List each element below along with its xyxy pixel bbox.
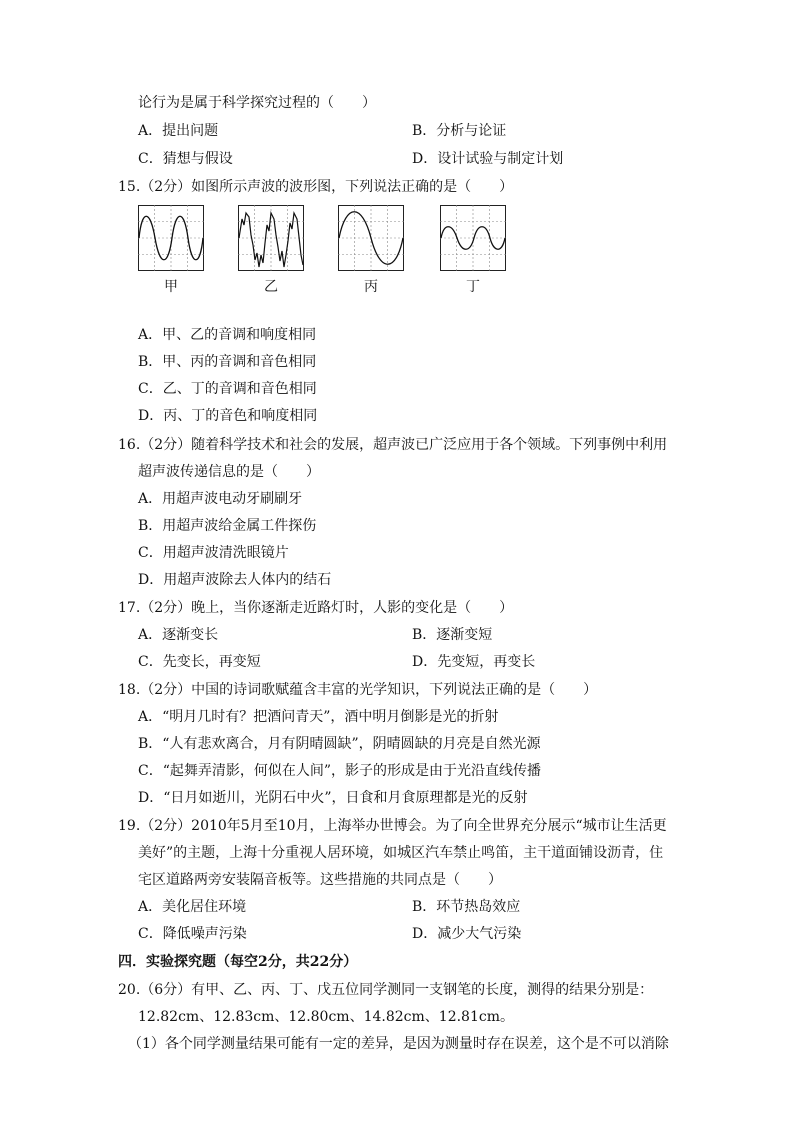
q16-option-b[interactable]: B．用超声波给金属工件探伤	[138, 518, 317, 534]
waveform-ding	[440, 205, 506, 271]
q14-stem-tail: 论行为是属于科学探究过程的（ ）	[138, 95, 376, 111]
waveform-label-jia: 甲	[164, 279, 178, 295]
q15-option-d[interactable]: D．丙、丁的音色和响度相同	[138, 408, 318, 424]
q18-option-d[interactable]: D．“日月如逝川，光阴石中火”，日食和月食原理都是光的反射	[138, 790, 528, 806]
q19-option-b[interactable]: B．环节热岛效应	[412, 899, 521, 915]
q19-stem-line2: 美好”的主题，上海十分重视人居环境，如城区汽车禁止鸣笛，主干道面铺设沥青，住	[138, 845, 664, 861]
q16-option-a[interactable]: A．用超声波电动牙刷刷牙	[138, 491, 303, 507]
section-heading: 四．实验探究题（每空2分，共22分）	[118, 954, 358, 970]
q14-option-b[interactable]: B．分析与论证	[412, 123, 507, 139]
q14-option-a[interactable]: A．提出问题	[138, 123, 219, 139]
waveform-label-ding: 丁	[466, 279, 480, 295]
q18-stem: 18.（2分）中国的诗词歌赋蕴含丰富的光学知识，下列说法正确的是（ ）	[118, 682, 598, 698]
q19-stem-line1: 19.（2分）2010年5月至10月，上海举办世博会。为了向全世界充分展示“城市让生活更	[118, 818, 667, 834]
q16-stem-line2: 超声波传递信息的是（ ）	[138, 464, 320, 480]
q18-option-c[interactable]: C．“起舞弄清影，何似在人间”，影子的形成是由于光沿直线传播	[138, 763, 542, 779]
waveform-jia	[138, 205, 204, 271]
q17-option-b[interactable]: B．逐渐变短	[412, 627, 493, 643]
q20-sub1: （1）各个同学测量结果可能有一定的差异，是因为测量时存在误差，这个是不可以消除	[128, 1036, 669, 1052]
q18-option-b[interactable]: B．“人有悲欢离合，月有阴晴圆缺”，阴晴圆缺的月亮是自然光源	[138, 736, 541, 752]
waveform-yi	[238, 205, 304, 271]
q19-option-d[interactable]: D．减少大气污染	[412, 926, 522, 942]
q19-option-c[interactable]: C．降低噪声污染	[138, 926, 247, 942]
q16-option-d[interactable]: D．用超声波除去人体内的结石	[138, 572, 332, 588]
q15-option-c[interactable]: C．乙、丁的音调和音色相同	[138, 381, 317, 397]
q17-option-c[interactable]: C．先变长，再变短	[138, 654, 261, 670]
waveform-bing	[338, 205, 404, 271]
q19-stem-line3: 宅区道路两旁安装隔音板等。这些措施的共同点是（ ）	[138, 872, 502, 888]
q15-option-a[interactable]: A．甲、乙的音调和响度相同	[138, 327, 317, 343]
q20-stem-line1: 20.（6分）有甲、乙、丙、丁、戊五位同学测同一支钢笔的长度，测得的结果分别是：	[118, 982, 654, 998]
q19-option-a[interactable]: A．美化居住环境	[138, 899, 247, 915]
q20-stem-line2: 12.82cm、12.83cm、12.80cm、14.82cm、12.81cm。	[138, 1009, 514, 1025]
waveform-label-yi: 乙	[264, 279, 278, 295]
q15-stem: 15.（2分）如图所示声波的波形图，下列说法正确的是（ ）	[118, 179, 514, 195]
q16-stem-line1: 16.（2分）随着科学技术和社会的发展，超声波已广泛应用于各个领域。下列事例中利用	[118, 437, 668, 453]
q18-option-a[interactable]: A．“明月几时有？把酒问青天”，酒中明月倒影是光的折射	[138, 709, 499, 725]
q16-option-c[interactable]: C．用超声波清洗眼镜片	[138, 545, 289, 561]
q17-stem: 17.（2分）晚上，当你逐渐走近路灯时，人影的变化是（ ）	[118, 600, 514, 616]
q14-option-c[interactable]: C．猜想与假设	[138, 151, 233, 167]
waveform-label-bing: 丙	[364, 279, 378, 295]
q14-option-d[interactable]: D．设计试验与制定计划	[412, 151, 564, 167]
q17-option-d[interactable]: D．先变短，再变长	[412, 654, 536, 670]
q15-option-b[interactable]: B．甲、丙的音调和音色相同	[138, 354, 317, 370]
q17-option-a[interactable]: A．逐渐变长	[138, 627, 219, 643]
